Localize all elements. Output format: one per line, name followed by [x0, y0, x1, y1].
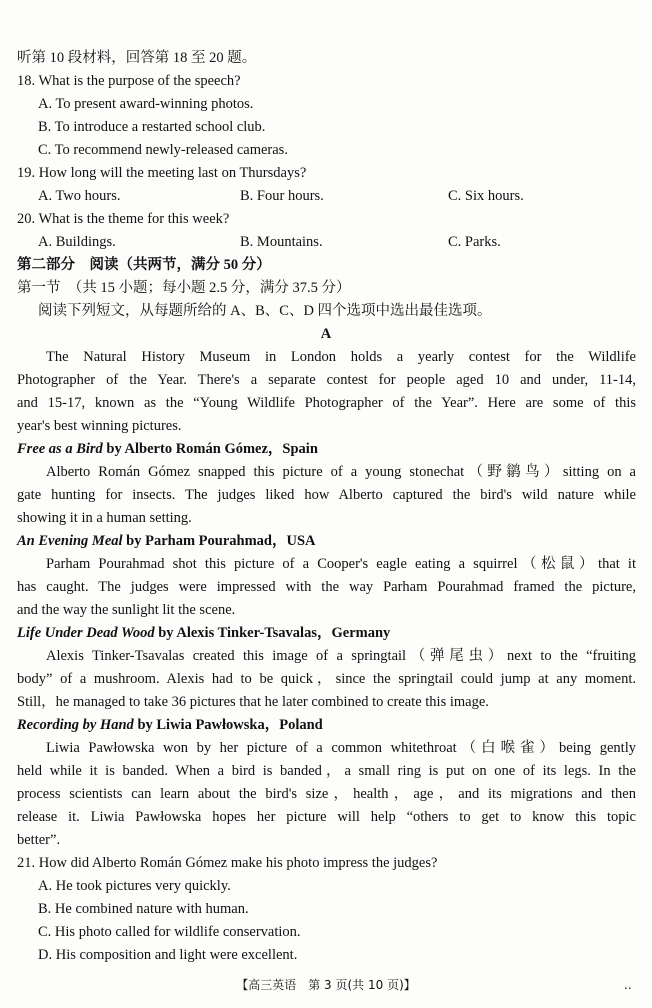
footer-mark: ..: [624, 978, 632, 992]
entry-text-line: Alexis Tinker-Tsavalas created this image of a springtail（弹尾虫）next to the “fruiting: [46, 648, 636, 664]
passage-intro-line: The Natural History Museum in London holds a yearly contest for the Wildlife: [46, 349, 636, 365]
q20-option-b[interactable]: B. Mountains.: [240, 234, 323, 250]
entry-text-line: has caught. The judges were impressed with the way Parham Pourahmad framed the picture,: [17, 579, 636, 595]
entry-text-line: better”.: [17, 832, 61, 848]
section1-heading: 第一节 （共 15 小题；每小题 2.5 分，满分 37.5 分）: [17, 280, 351, 296]
entry-heading: [17, 439, 318, 459]
entry-heading: [17, 715, 323, 735]
entry-heading: [17, 531, 316, 551]
entry-text-line: held while it is banded. When a bird is banded，a small ring is put on one of its legs. In the: [17, 763, 636, 779]
q21-option-c[interactable]: C. His photo called for wildlife conservation.: [38, 924, 301, 940]
entry-heading: [17, 623, 390, 643]
q21-stem: 21. How did Alberto Román Gómez make his photo impress the judges?: [17, 855, 438, 871]
page-footer: 【高三英语 第 3 页(共 10 页)】: [236, 978, 416, 992]
q19-option-a[interactable]: A. Two hours.: [38, 188, 121, 204]
listening-intro: 听第 10 段材料，回答第 18 至 20 题。: [17, 50, 257, 66]
entry-byline: by Liwia Pawłowska，Poland: [133, 717, 323, 733]
part2-heading: 第二部分 阅读（共两节，满分 50 分）: [17, 257, 271, 273]
entry-byline: by Alexis Tinker-Tsavalas，Germany: [154, 625, 391, 641]
passage-label: A: [320, 326, 332, 342]
q21-option-a[interactable]: A. He took pictures very quickly.: [38, 878, 231, 894]
entry-byline: by Alberto Román Gómez，Spain: [102, 441, 318, 457]
q18-option-a[interactable]: A. To present award-winning photos.: [38, 96, 254, 112]
entry-title: Free as a Bird: [17, 441, 103, 457]
entry-text-line: Liwia Pawłowska won by her picture of a common whitethroat（白喉雀）being gently: [46, 740, 636, 756]
entry-text-line: Parham Pourahmad shot this picture of a Cooper's eagle eating a squirrel（松鼠）that it: [46, 556, 636, 572]
entry-text-line: Alberto Román Gómez snapped this picture of a young stonechat（野鹟鸟）sitting on a: [46, 464, 636, 480]
q19-option-c[interactable]: C. Six hours.: [448, 188, 524, 204]
q20-option-a[interactable]: A. Buildings.: [38, 234, 116, 250]
entry-text-line: process scientists can learn about the bird's size，health，age，and its migrations and then: [17, 786, 636, 802]
entry-text-line: showing it in a human setting.: [17, 510, 192, 526]
q19-stem: 19. How long will the meeting last on Thursdays?: [17, 165, 307, 181]
passage-intro-line: year's best winning pictures.: [17, 418, 182, 434]
q20-option-c[interactable]: C. Parks.: [448, 234, 501, 250]
q18-option-c[interactable]: C. To recommend newly-released cameras.: [38, 142, 288, 158]
q19-option-b[interactable]: B. Four hours.: [240, 188, 324, 204]
entry-title: An Evening Meal: [17, 533, 123, 549]
entry-byline: by Parham Pourahmad，USA: [122, 533, 316, 549]
passage-intro-line: Photographer of the Year. There's a separate contest for people aged 10 and under, 11-14,: [17, 372, 636, 388]
passage-intro-line: and 15-17, known as the “Young Wildlife Photographer of the Year”. Here are some of this: [17, 395, 636, 411]
q20-stem: 20. What is the theme for this week?: [17, 211, 230, 227]
entry-title: Life Under Dead Wood: [17, 625, 155, 641]
entry-text-line: and the way the sunlight lit the scene.: [17, 602, 236, 618]
q18-option-b[interactable]: B. To introduce a restarted school club.: [38, 119, 266, 135]
entry-text-line: release it. Liwia Pawłowska hopes her picture will help “others to get to know this topic: [17, 809, 636, 825]
q21-option-d[interactable]: D. His composition and light were excellent.: [38, 947, 298, 963]
entry-text-line: Still，he managed to take 36 pictures that he later combined to create this image.: [17, 694, 489, 710]
instructions: 阅读下列短文，从每题所给的 A、B、C、D 四个选项中选出最佳选项。: [38, 303, 492, 319]
entry-title: Recording by Hand: [17, 717, 134, 733]
entry-text-line: gate hunting for insects. The judges liked how Alberto captured the bird's wild nature while: [17, 487, 636, 503]
entry-text-line: body” of a mushroom. Alexis had to be quick，since the springtail could jump at any moment.: [17, 671, 636, 687]
q21-option-b[interactable]: B. He combined nature with human.: [38, 901, 249, 917]
q18-stem: 18. What is the purpose of the speech?: [17, 73, 241, 89]
